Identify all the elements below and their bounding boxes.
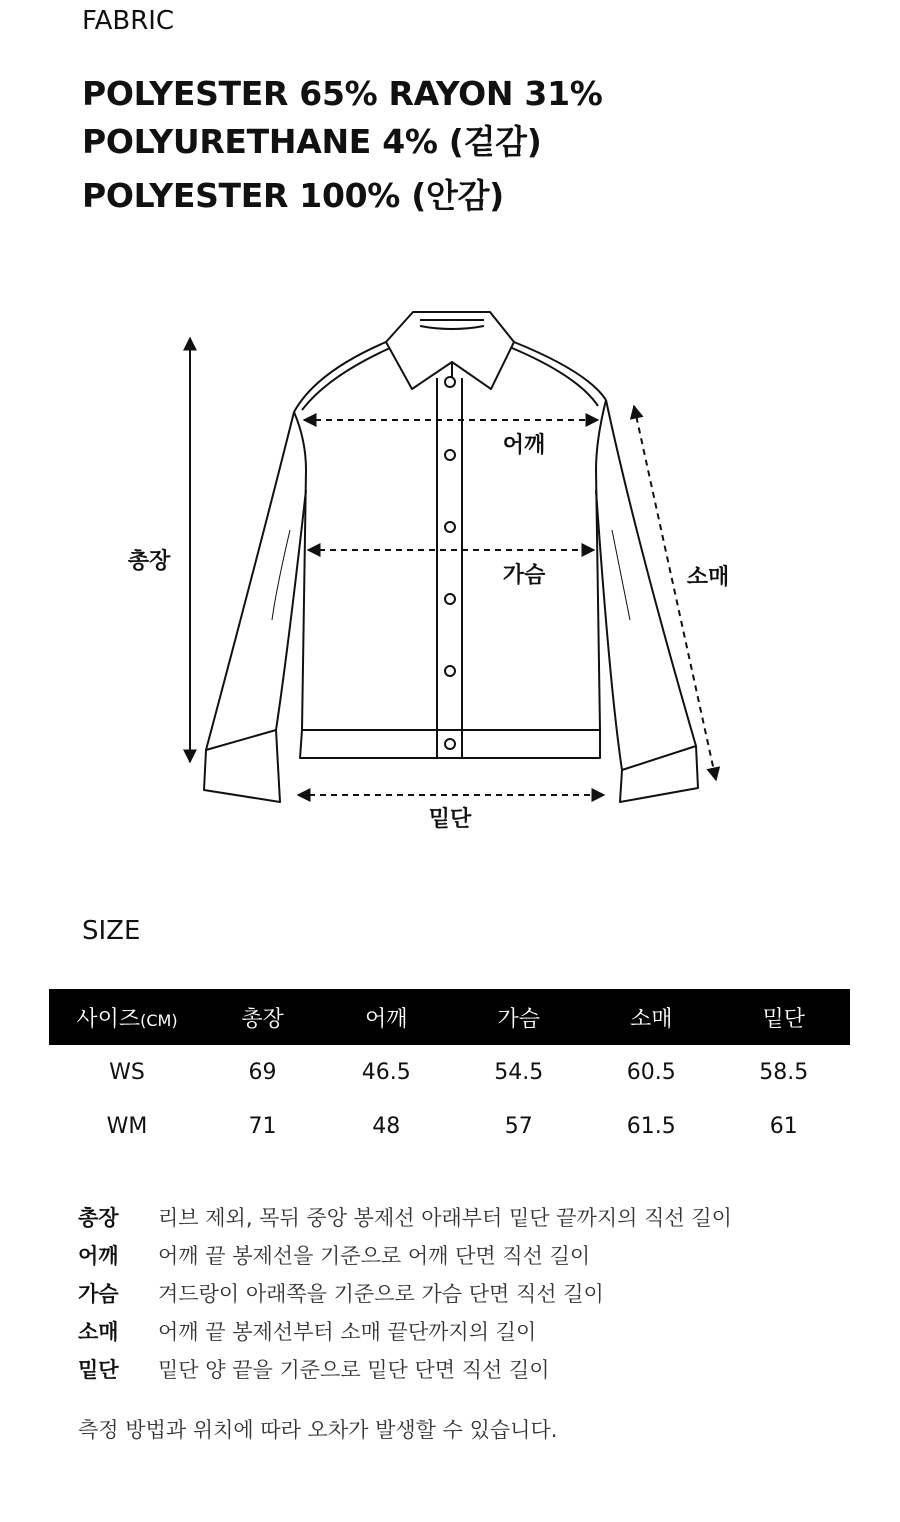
note-desc: 어깨 끝 봉제선부터 소매 끝단까지의 길이 — [158, 1320, 537, 1344]
value-chest: 57 — [504, 1113, 533, 1139]
value-length: 71 — [248, 1113, 277, 1139]
size-table — [49, 989, 850, 1153]
header-sleeve: 소매 — [585, 989, 717, 1045]
fabric-composition-outer-2: POLYURETHANE 4% (겉감) — [82, 122, 542, 161]
fabric-composition-lining: POLYESTER 100% (안감) — [82, 176, 504, 215]
value-sleeve: 61.5 — [626, 1113, 676, 1139]
note-desc: 겨드랑이 아래쪽을 기준으로 가슴 단면 직선 길이 — [158, 1282, 604, 1306]
note-term: 밑단 — [78, 1358, 119, 1382]
header-size — [49, 989, 205, 1045]
measurement-disclaimer: 측정 방법과 위치에 따라 오차가 발생할 수 있습니다. — [78, 1418, 558, 1442]
note-hem — [78, 1350, 878, 1388]
size-section-title: SIZE — [82, 916, 141, 946]
header-shoulder: 어깨 — [320, 989, 452, 1045]
sleeve-label: 소매 — [686, 565, 730, 590]
table-row — [49, 1045, 850, 1099]
shoulder-label: 어깨 — [502, 433, 546, 458]
hem-label: 밑단 — [428, 807, 472, 832]
note-shoulder — [78, 1236, 878, 1274]
button — [445, 594, 455, 604]
note-chest — [78, 1274, 878, 1312]
button — [445, 739, 455, 749]
value-shoulder: 48 — [372, 1113, 401, 1139]
value-sleeve: 60.5 — [626, 1059, 676, 1085]
length-label: 총장 — [127, 549, 171, 574]
value-length: 69 — [248, 1059, 277, 1085]
jacket-measurement-diagram — [0, 290, 900, 850]
note-sleeve — [78, 1312, 878, 1350]
note-length — [78, 1198, 878, 1236]
header-unit: (CM) — [140, 1010, 178, 1030]
note-term: 가슴 — [78, 1282, 119, 1306]
value-hem: 61 — [769, 1113, 798, 1139]
size-name: WS — [109, 1059, 145, 1085]
note-term: 소매 — [78, 1320, 119, 1344]
note-desc: 밑단 양 끝을 기준으로 밑단 단면 직선 길이 — [158, 1358, 550, 1382]
measurement-arrows — [190, 338, 716, 795]
button — [445, 450, 455, 460]
measurement-notes — [78, 1198, 878, 1388]
note-desc: 어깨 끝 봉제선을 기준으로 어깨 단면 직선 길이 — [158, 1244, 591, 1268]
sleeve-arrow — [634, 406, 716, 780]
chest-label: 가슴 — [502, 563, 546, 588]
size-table-header — [49, 989, 850, 1045]
value-hem: 58.5 — [759, 1059, 809, 1085]
header-size-label: 사이즈 — [76, 1006, 141, 1032]
header-hem: 밑단 — [717, 989, 850, 1045]
fabric-label: FABRIC — [82, 6, 175, 36]
header-chest: 가슴 — [452, 989, 584, 1045]
table-row — [49, 1099, 850, 1153]
note-term: 총장 — [78, 1206, 119, 1230]
note-term: 어깨 — [78, 1244, 119, 1268]
placket-buttons — [445, 377, 455, 749]
size-name: WM — [106, 1113, 148, 1139]
header-length: 총장 — [205, 989, 320, 1045]
note-desc: 리브 제외, 목뒤 중앙 봉제선 아래부터 밑단 끝까지의 직선 길이 — [158, 1206, 732, 1230]
button — [445, 377, 455, 387]
button — [445, 522, 455, 532]
button — [445, 666, 455, 676]
fabric-composition-outer-1: POLYESTER 65% RAYON 31% — [82, 74, 603, 113]
value-shoulder: 46.5 — [361, 1059, 411, 1085]
value-chest: 54.5 — [494, 1059, 544, 1085]
